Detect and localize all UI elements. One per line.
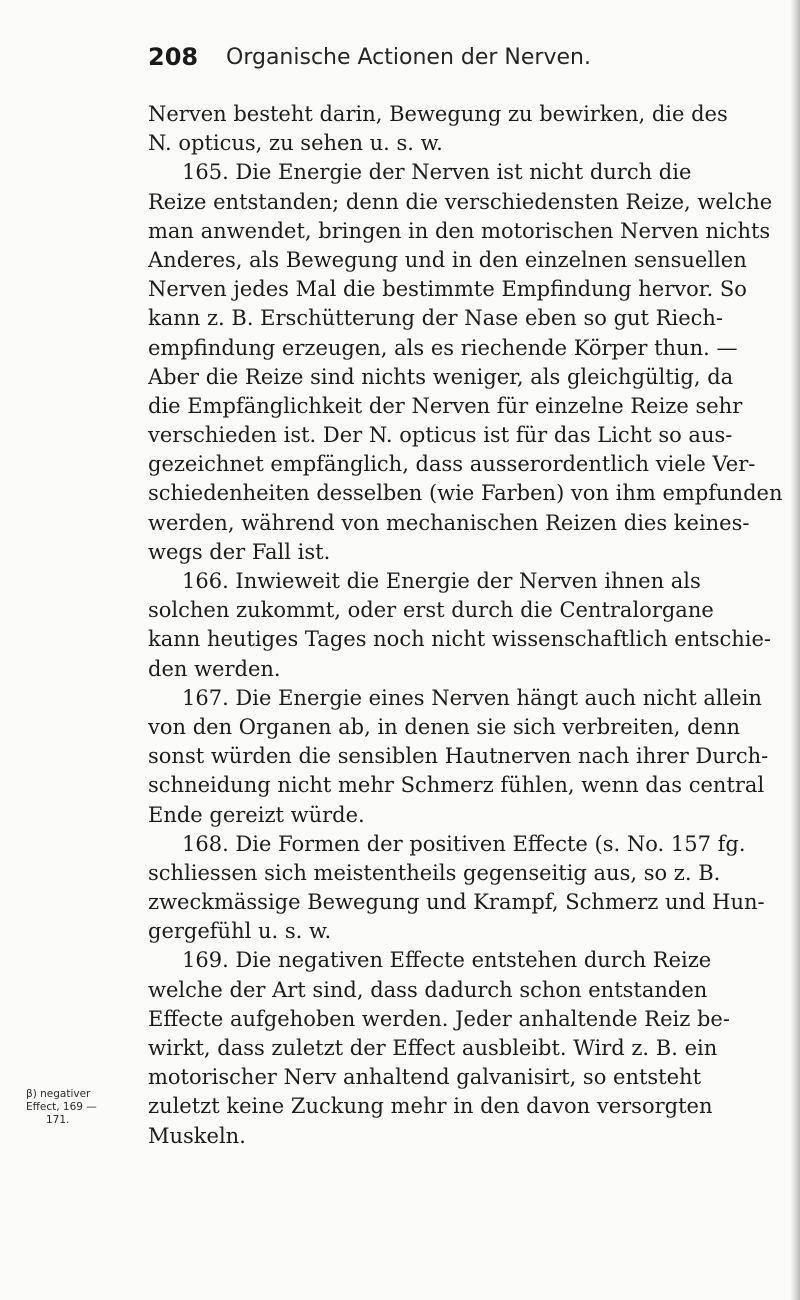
text-line: Nerven jedes Mal die bestimmte Empfindung hervor. So (148, 277, 747, 302)
text-line: wirkt, dass zuletzt der Effect ausbleibt. Wird z. B. ein (148, 1036, 718, 1060)
text-line: gergefühl u. s. w. (148, 919, 332, 944)
margin-note (26, 1088, 136, 1127)
text-line: kann z. B. Erschütterung der Nase eben so gut Riech- (148, 306, 724, 331)
text-line: schliessen sich meistentheils gegenseitig aus, so z. B. (148, 860, 721, 885)
text-line: solchen zukommt, oder erst durch die Centralorgane (148, 598, 714, 623)
text-line: schiedenheiten desselben (wie Farben) von ihm empfunden (148, 481, 783, 506)
text-line: die Empfänglichkeit der Nerven für einzelne Reize sehr (148, 393, 743, 418)
page-edge-shadow (790, 0, 800, 1300)
text-line: Nerven besteht darin, Bewegung zu bewirken, die des (148, 102, 728, 126)
text-line: Muskeln. (148, 1123, 246, 1148)
page-number: 208 (148, 43, 199, 71)
text-line: werden, während von mechanischen Reizen dies keines- (148, 510, 750, 535)
text-line: zuletzt keine Zuckung mehr in den davon versorgten (148, 1094, 713, 1119)
text-line: Ende gereizt würde. (148, 802, 365, 827)
text-line: gezeichnet empfänglich, dass ausserordentlich viele Ver- (148, 452, 756, 477)
text-line: kann heutiges Tages noch nicht wissenschaftlich entschie- (148, 627, 771, 652)
text-line: Aber die Reize sind nichts weniger, als gleichgültig, da (148, 364, 734, 389)
text-line: man anwendet, bringen in den motorischen Nerven nichts (148, 218, 771, 243)
text-line: schneidung nicht mehr Schmerz fühlen, wenn das central (148, 773, 765, 798)
text-line: zweckmässige Bewegung und Krampf, Schmerz und Hun- (148, 890, 765, 915)
paragraph-165-start: 165. Die Energie der Nerven ist nicht durch die (182, 160, 692, 185)
margin-note-line: Effect, 169 — (26, 1101, 97, 1113)
text-line: Reize entstanden; denn die verschiedensten Reize, welche (148, 189, 773, 214)
paragraph-166-start: 166. Inwieweit die Energie der Nerven ihnen als (182, 569, 701, 593)
text-line: wegs der Fall ist. (148, 539, 331, 564)
text-line: Anderes, als Bewegung und in den einzelnen sensuellen (148, 247, 747, 272)
page-header (148, 43, 748, 83)
margin-note-line: 171. (46, 1114, 70, 1126)
text-line: Effecte aufgehoben werden. Jeder anhaltende Reiz be- (148, 1006, 730, 1031)
running-title: Organische Actionen der Nerven. (226, 45, 591, 70)
text-line: verschieden ist. Der N. opticus ist für das Licht so aus- (148, 423, 733, 448)
text-line: motorischer Nerv anhaltend galvanisirt, so entsteht (148, 1065, 702, 1090)
paragraph-169-start: 169. Die negativen Effecte entstehen durch Reize (182, 948, 712, 973)
text-line: welche der Art sind, dass dadurch schon entstanden (148, 977, 708, 1002)
paragraph-168-start: 168. Die Formen der positiven Effecte (s. No. 157 fg. (182, 831, 746, 856)
body-text (148, 100, 796, 1151)
paragraph-167-start: 167. Die Energie eines Nerven hängt auch nicht allein (182, 685, 762, 710)
text-line: von den Organen ab, in denen sie sich verbreiten, denn (148, 714, 741, 739)
text-line: den werden. (148, 656, 281, 681)
text-line: empfindung erzeugen, als es riechende Körper thun. — (148, 335, 738, 360)
margin-note-line: β) negativer (26, 1088, 91, 1100)
text-line: N. opticus, zu sehen u. s. w. (148, 131, 443, 156)
text-line: sonst würden die sensiblen Hautnerven nach ihrer Durch- (148, 744, 769, 769)
